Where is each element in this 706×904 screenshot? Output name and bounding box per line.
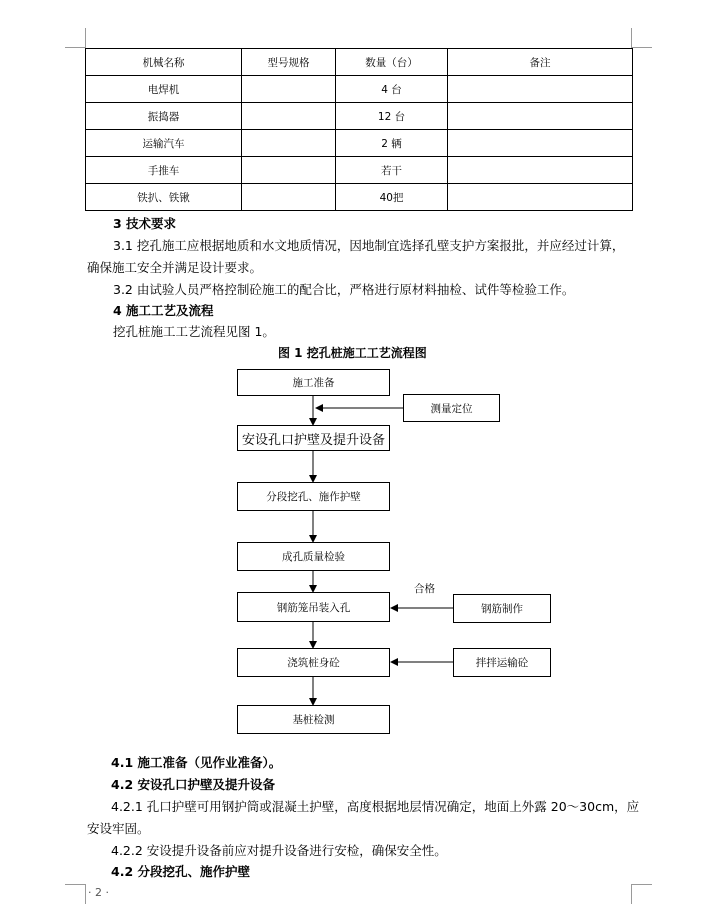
table-cell: 铁扒、铁锹 — [86, 184, 242, 211]
flow-pass-label: 合格 — [414, 583, 435, 595]
table-header-cell: 型号规格 — [242, 49, 336, 76]
flow-side-survey: 测量定位 — [403, 394, 500, 422]
table-cell: 2 辆 — [336, 130, 448, 157]
section-heading: 4 施工工艺及流程 — [113, 303, 214, 318]
table-cell: 若干 — [336, 157, 448, 184]
table-cell: 40把 — [336, 184, 448, 211]
table-header-cell: 数量（台） — [336, 49, 448, 76]
table-cell: 4 台 — [336, 76, 448, 103]
flow-step-hole-inspection: 成孔质量检验 — [237, 542, 390, 571]
subsection-heading: 4.2 安设孔口护壁及提升设备 — [111, 777, 275, 792]
paragraph-line: 挖孔桩施工工艺流程见图 1。 — [113, 324, 275, 339]
page-number: · 2 · — [88, 886, 109, 899]
paragraph-line: 4.2.1 孔口护壁可用钢护筒或混凝土护壁，高度根据地层情况确定，地面上外露 20～30cm，应 — [111, 799, 640, 814]
table-cell: 12 台 — [336, 103, 448, 130]
paragraph-line: 确保施工安全并满足设计要求。 — [87, 260, 263, 275]
table-cell: 振捣器 — [86, 103, 242, 130]
flow-step-pile-pouring: 浇筑桩身砼 — [237, 648, 390, 677]
flow-side-concrete-transport: 拌拌运输砼 — [453, 648, 551, 677]
flow-step-wellhead-setup: 安设孔口护壁及提升设备 — [237, 425, 390, 451]
paragraph-line: 3.1 挖孔施工应根据地质和水文地质情况，因地制宜选择孔壁支护方案报批，并应经过计算， — [113, 238, 625, 253]
section-heading: 3 技术要求 — [113, 216, 177, 231]
table-header-cell: 备注 — [448, 49, 633, 76]
subsection-heading: 4.1 施工准备（见作业准备）。 — [111, 755, 282, 770]
flow-step-cage-hoisting: 钢筋笼吊装入孔 — [237, 592, 390, 622]
table-cell: 手推车 — [86, 157, 242, 184]
flow-side-rebar: 钢筋制作 — [453, 594, 551, 623]
flow-step-preparation: 施工准备 — [237, 369, 390, 396]
subsection-heading: 4.2 分段挖孔、施作护壁 — [111, 864, 250, 879]
figure-title: 图 1 挖孔桩施工工艺流程图 — [278, 346, 427, 360]
table-cell: 运输汽车 — [86, 130, 242, 157]
paragraph-line: 安设牢固。 — [87, 821, 150, 836]
paragraph-line: 3.2 由试验人员严格控制砼施工的配合比，严格进行原材料抽检、试件等检验工作。 — [113, 282, 575, 297]
flow-step-segment-excavation: 分段挖孔、施作护壁 — [237, 482, 390, 511]
flow-step-pile-testing: 基桩检测 — [237, 705, 390, 734]
table-cell: 电焊机 — [86, 76, 242, 103]
paragraph-line: 4.2.2 安设提升设备前应对提升设备进行安检，确保安全性。 — [111, 843, 447, 858]
table-header-cell: 机械名称 — [86, 49, 242, 76]
